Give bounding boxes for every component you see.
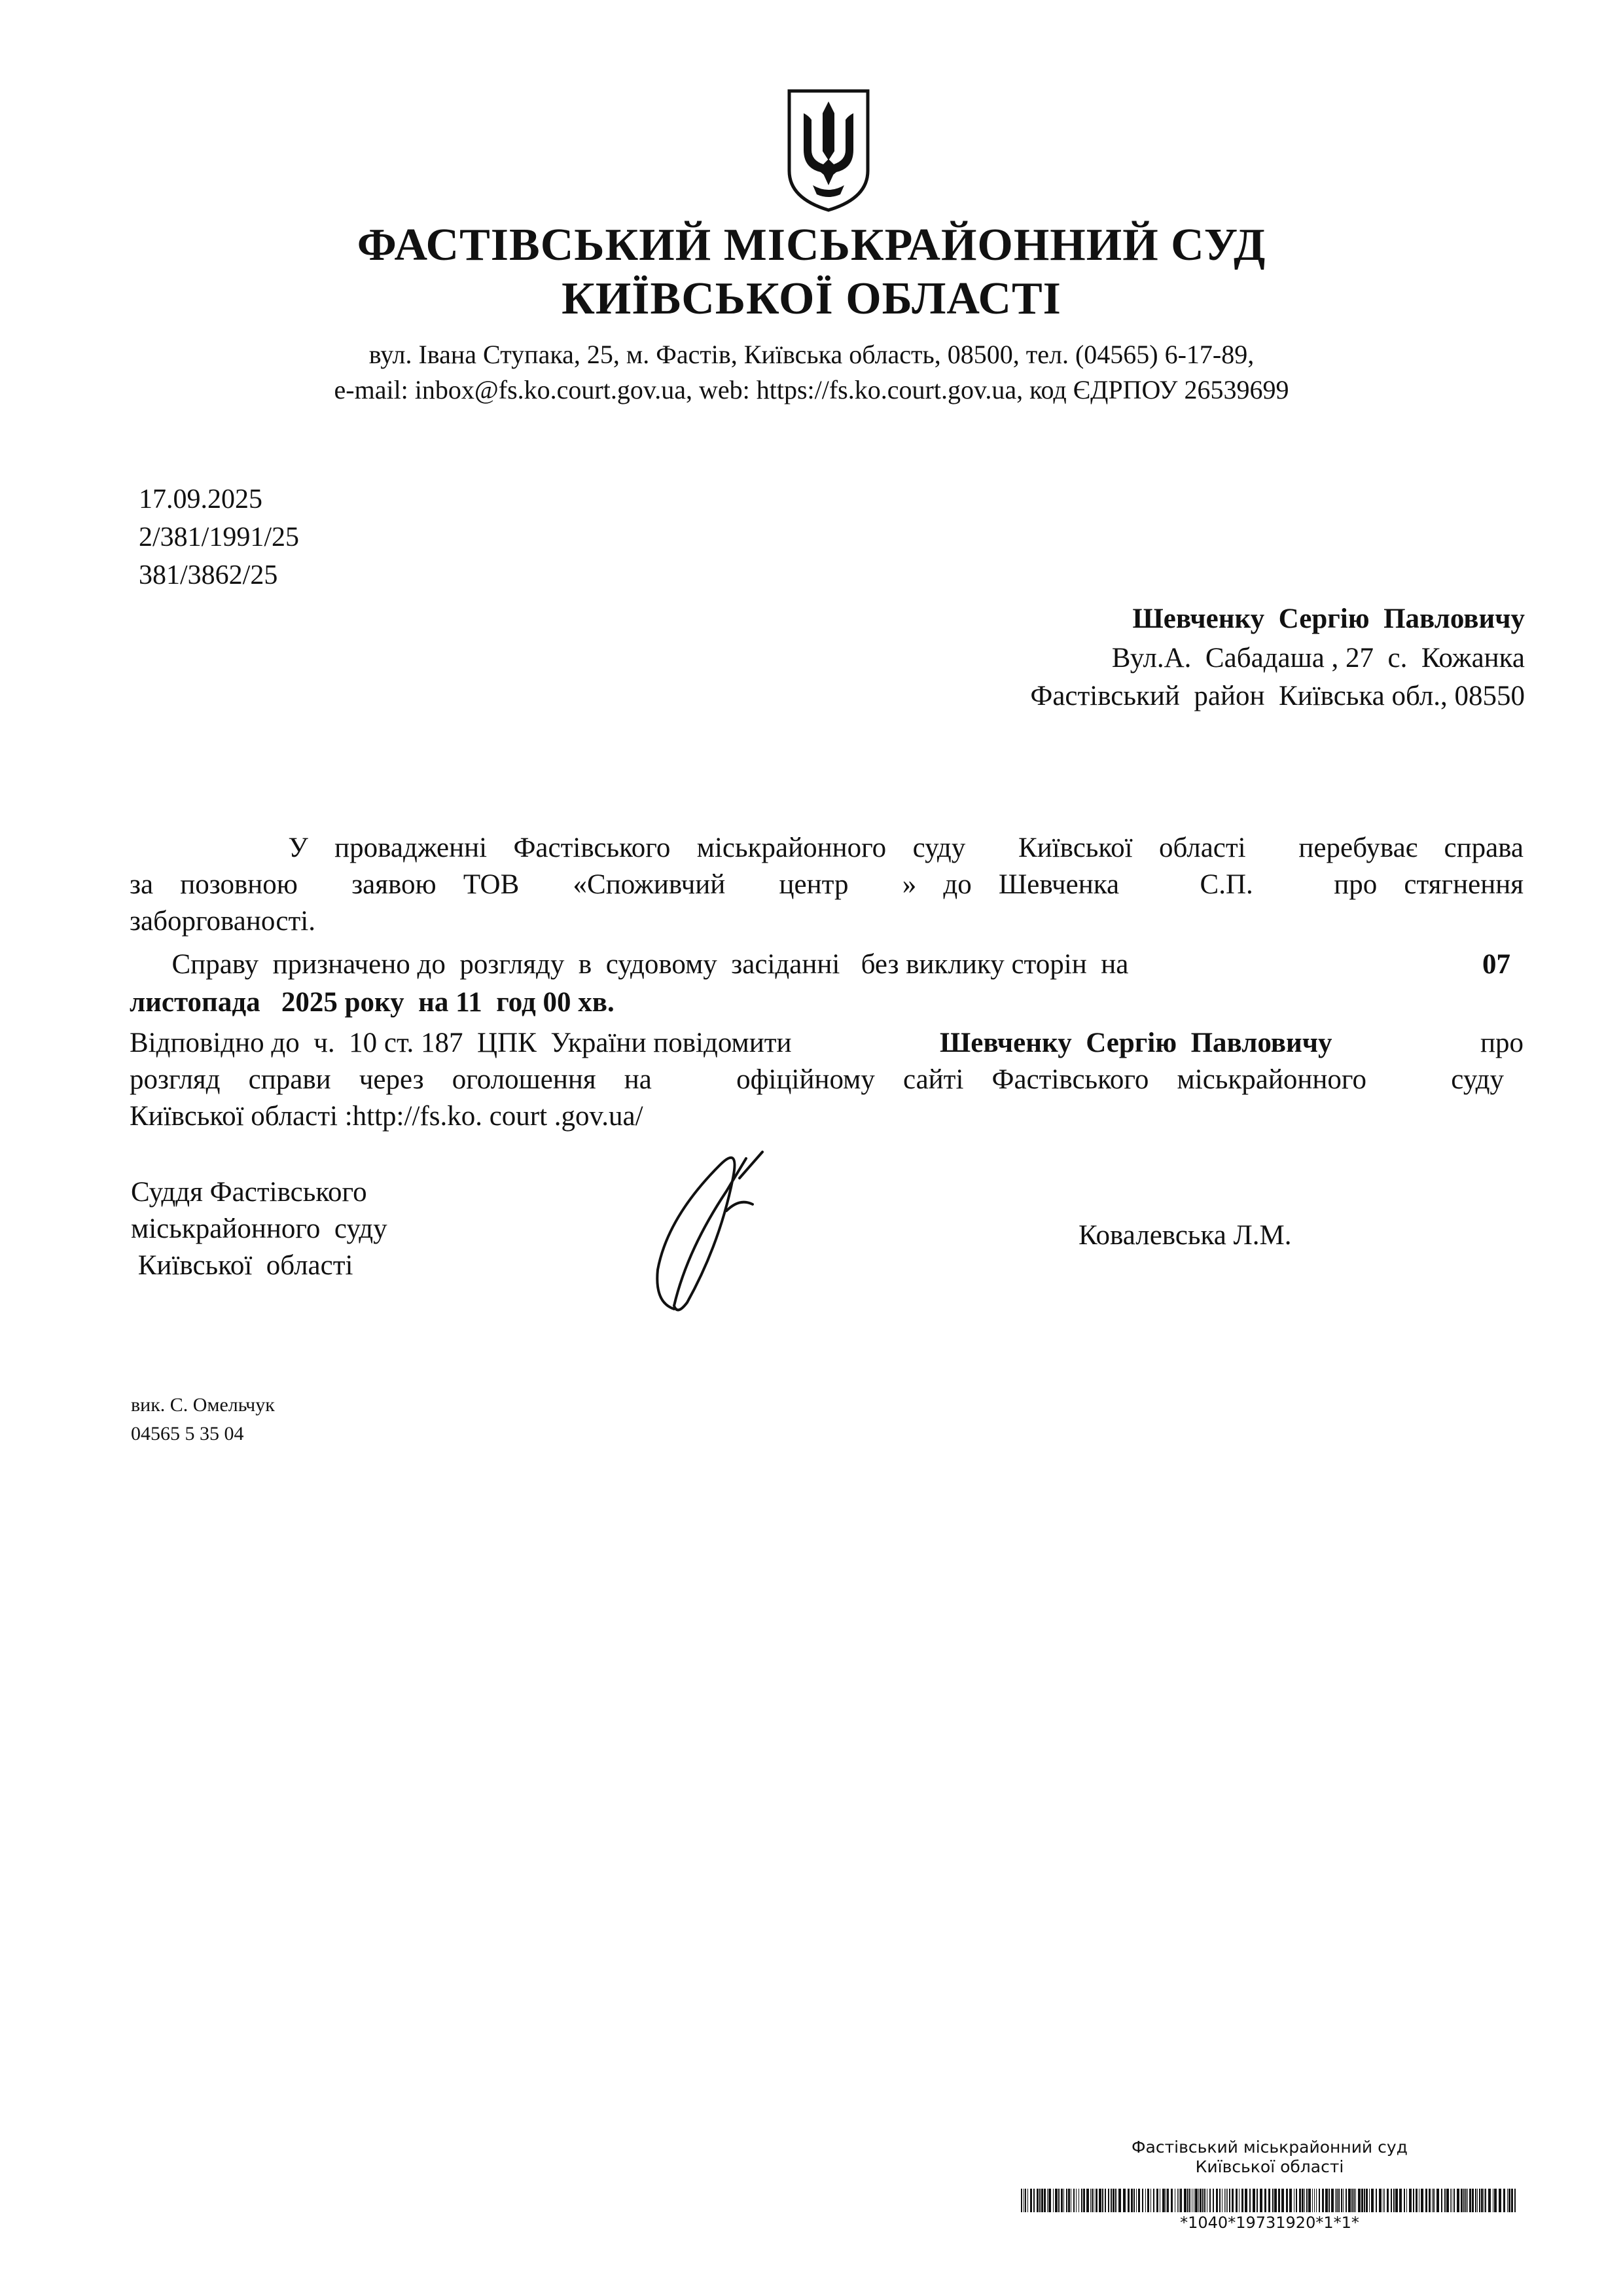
barcode-bar [1213,2189,1214,2212]
barcode-bar [1086,2189,1089,2212]
barcode-bar [1200,2189,1202,2212]
letter-date: 17.09.2025 [139,484,262,514]
barcode-bar [1021,2189,1022,2212]
barcode-bar [1346,2189,1347,2212]
court-name-line2: КИЇВСЬКОЇ ОБЛАСТІ [562,274,1061,324]
barcode-bar [1236,2189,1238,2212]
paragraph-3-line-1-text: Відповідно до ч. 10 ст. 187 ЦПК України повідомити [130,1028,792,1058]
barcode-bar [1090,2189,1091,2212]
barcode-bar [1096,2189,1097,2212]
judge-name: Ковалевська Л.М. [1079,1220,1292,1251]
barcode-bar [1289,2189,1292,2212]
barcode-bar [1469,2189,1471,2212]
barcode-bar [1463,2189,1465,2212]
barcode-bar [1041,2189,1043,2212]
handwritten-signature [648,1139,798,1322]
barcode-bar [1044,2189,1046,2212]
barcode-bar [1092,2189,1093,2212]
barcode-bar [1229,2189,1230,2212]
barcode-bar [1027,2189,1028,2212]
barcode-bar [1308,2189,1311,2212]
barcode-bar [1379,2189,1382,2212]
barcode-bar [1355,2189,1356,2212]
hearing-date-time: листопада 2025 року на 11 год 00 хв. [130,987,615,1018]
barcode-bar [1499,2189,1501,2212]
barcode-bar [1421,2189,1423,2212]
barcode-bar [1142,2189,1143,2212]
barcode-bar [1138,2189,1140,2212]
paragraph-2-line-1-text: Справу призначено до розгляду в судовому засіданні без виклику сторін на [130,949,1129,980]
barcode-bar [1457,2189,1459,2212]
barcode-bar [1454,2189,1455,2212]
barcode-bar [1147,2189,1149,2212]
barcode-bar [1348,2189,1351,2212]
barcode-bar [1048,2189,1051,2212]
barcode-bar [1272,2189,1274,2212]
barcode-bar [1253,2189,1255,2212]
barcode-bar [1393,2189,1395,2212]
paragraph-3-line-3: Київської області :http://fs.ko. court .gov.ua/ [130,1101,643,1132]
barcode-bar [1099,2189,1101,2212]
barcode-bar [1105,2189,1106,2212]
barcode-bar [1133,2189,1135,2212]
barcode-bar [1162,2189,1165,2212]
barcode-bar [1156,2189,1158,2212]
paragraph-1-line-3: заборгованості. [130,906,315,937]
case-number: 2/381/1991/25 [139,522,300,552]
barcode-bar [1281,2189,1284,2212]
barcode-bar [1216,2189,1218,2212]
barcode-bar [1296,2189,1297,2212]
barcode-bar [1436,2189,1439,2212]
barcode-bar [1314,2189,1315,2212]
barcode-bar [1335,2189,1336,2212]
barcode-bar [1198,2189,1199,2212]
barcode-bar [1073,2189,1075,2212]
executor-phone: 04565 5 35 04 [131,1423,244,1444]
barcode-bar [1508,2189,1510,2212]
barcode-bar [1171,2189,1173,2212]
barcode-bar [1485,2189,1486,2212]
barcode-bar [1364,2189,1365,2212]
barcode-bar [1376,2189,1377,2212]
barcode-bar [1384,2189,1385,2212]
recipient-street: Вул.А. Сабадаша , 27 с. Кожанка [1111,643,1525,673]
barcode-bar [1209,2189,1211,2212]
barcode-bar [1404,2189,1405,2212]
barcode-bar [1108,2189,1109,2212]
barcode-bar [1227,2189,1228,2212]
barcode-bar [1306,2189,1308,2212]
judge-title-line1: Суддя Фастівського [131,1177,367,1208]
barcode-bar [1366,2189,1368,2212]
paragraph-3-recipient: Шевченку Сергію Павловичу [940,1028,1332,1058]
barcode-bar [1033,2189,1035,2212]
barcode-bar [1341,2189,1342,2212]
barcode-bar [1083,2189,1085,2212]
barcode-bar [1066,2189,1067,2212]
barcode-bar [1128,2189,1130,2212]
barcode-bar [1432,2189,1433,2212]
barcode-bar [1299,2189,1301,2212]
court-address-line1: вул. Івана Ступака, 25, м. Фастів, Київська область, 08500, тел. (04565) 6-17-89, [368,340,1255,369]
barcode-bar [1461,2189,1463,2212]
barcode-bar [1304,2189,1305,2212]
barcode-bar [1278,2189,1280,2212]
barcode-bar [1053,2189,1054,2212]
barcode-bar [1353,2189,1355,2212]
barcode-bar [1433,2189,1435,2212]
barcode-bar [1488,2189,1491,2212]
barcode-bar [1195,2189,1198,2212]
barcode-bar [1507,2189,1508,2212]
barcode-bar [1241,2189,1243,2212]
judge-title-line2: міськрайонного суду [131,1213,387,1244]
stamp-court-line2: Київської області [1195,2157,1344,2176]
barcode-bar [1325,2189,1328,2212]
barcode-bar [1177,2189,1178,2212]
barcode-bar [1514,2189,1516,2212]
proceeding-number: 381/3862/25 [139,560,278,590]
barcode-bar [1037,2189,1039,2212]
barcode-bar [1416,2189,1418,2212]
barcode-bar [1406,2189,1407,2212]
barcode-bar [1450,2189,1451,2212]
barcode-bar [1446,2189,1449,2212]
hearing-day: 07 [1482,949,1510,980]
barcode-bar [1494,2189,1497,2212]
barcode-bar [1477,2189,1478,2212]
barcode-bar [1475,2189,1476,2212]
barcode-bar [1102,2189,1103,2212]
barcode-bar [1055,2189,1058,2212]
barcode-bar [1150,2189,1151,2212]
barcode-bar [1204,2189,1205,2212]
paragraph-2-line-1 [130,950,1510,978]
barcode-bar [1136,2189,1137,2212]
barcode-bar [1076,2189,1077,2212]
paragraph-3-line-2: розгляд справи через оголошення на офіційному сайті Фастівського міськрайонного суду [130,1064,1504,1095]
barcode-bar [1316,2189,1317,2212]
barcode-bar [1260,2189,1262,2212]
barcode-bar [1467,2189,1468,2212]
barcode-bar [1441,2189,1442,2212]
barcode-bar [1413,2189,1414,2212]
court-name-line1: ФАСТІВСЬКИЙ МІСЬКРАЙОННИЙ СУД [357,220,1266,270]
barcode-bar [1274,2189,1277,2212]
barcode-bar [1239,2189,1240,2212]
barcode-bar [1481,2189,1483,2212]
barcode-bar [1395,2189,1398,2212]
barcode-bar [1189,2189,1190,2212]
barcode-bar [1113,2189,1115,2212]
barcode-bar [1025,2189,1026,2212]
barcode-bar [1249,2189,1251,2212]
barcode-bar [1409,2189,1412,2212]
court-address-line2: e-mail: inbox@fs.ko.court.gov.ua, web: https://fs.ko.court.gov.ua, код ЄДРПОУ 26539699 [334,375,1289,404]
barcode-bar [1511,2189,1513,2212]
barcode-bar [1115,2189,1116,2212]
barcode-bar [1058,2189,1060,2212]
barcode-bar [1387,2189,1389,2212]
barcode-bar [1503,2189,1505,2212]
barcode-bar [1338,2189,1340,2212]
barcode-bar [1184,2189,1186,2212]
barcode-graphic [1021,2189,1518,2212]
barcode-bar [1331,2189,1334,2212]
barcode-bar [1264,2189,1266,2212]
barcode-bar [1429,2189,1431,2212]
barcode-bar [1371,2189,1374,2212]
barcode-bar [1312,2189,1313,2212]
barcode-bar [1187,2189,1188,2212]
barcode-bar [1167,2189,1169,2212]
paragraph-3-line-1 [130,1029,1524,1057]
barcode-bar [1351,2189,1353,2212]
executor-name: вик. С. Омельчук [131,1394,275,1416]
barcode-bar [1245,2189,1247,2212]
barcode-bar [1063,2189,1064,2212]
barcode-bar [1257,2189,1258,2212]
paragraph-3-line-1-tail: про [1480,1028,1524,1058]
barcode-bar [1286,2189,1288,2212]
barcode-text: *1040*19731920*1*1* [1180,2214,1359,2232]
barcode-bar [1047,2189,1048,2212]
recipient-region: Фастівський район Київська обл., 08550 [1030,681,1525,711]
barcode-bar [1302,2189,1304,2212]
barcode-bar [1153,2189,1154,2212]
stamp-court-line1: Фастівський міськрайонний суд [1132,2138,1408,2157]
barcode-bar [1145,2189,1146,2212]
paragraph-1-line-2: за позовною заявою ТОВ «Споживчий центр » до Шевченка С.П. про стягнення [130,869,1524,900]
recipient-name: Шевченку Сергію Павловичу [1132,603,1525,634]
barcode-bar [1336,2189,1338,2212]
barcode-bar [1343,2189,1344,2212]
barcode-bar [1399,2189,1402,2212]
barcode-bar [1232,2189,1234,2212]
barcode-bar [1081,2189,1082,2212]
barcode-bar [1268,2189,1270,2212]
barcode-bar [1391,2189,1392,2212]
barcode-bar [1319,2189,1320,2212]
barcode-bar [1030,2189,1032,2212]
barcode-bar [1068,2189,1070,2212]
barcode-bar [1224,2189,1225,2212]
barcode-bar [1369,2189,1370,2212]
barcode-bar [1219,2189,1221,2212]
barcode-bar [1202,2189,1204,2212]
barcode-bar [1465,2189,1467,2212]
barcode-bar [1123,2189,1126,2212]
barcode-bar [1061,2189,1063,2212]
barcode-bar [1118,2189,1121,2212]
paragraph-1-line-1: У провадженні Фастівського міськрайонного суду Київської області перебуває справа [130,833,1524,863]
barcode-bar [1358,2189,1361,2212]
barcode-bar [1180,2189,1182,2212]
barcode-bar [1425,2189,1427,2212]
barcode-bar [1444,2189,1446,2212]
barcode-bar [1472,2189,1474,2212]
barcode-bar [1131,2189,1133,2212]
barcode-bar [1322,2189,1324,2212]
barcode-bar [1479,2189,1480,2212]
judge-title-line3: Київської області [131,1250,353,1281]
barcode-bar [1039,2189,1041,2212]
barcode-bar [1361,2189,1363,2212]
barcode-bar [1329,2189,1330,2212]
trident-coat-of-arms-icon [784,87,873,213]
barcode-bar [1111,2189,1112,2212]
